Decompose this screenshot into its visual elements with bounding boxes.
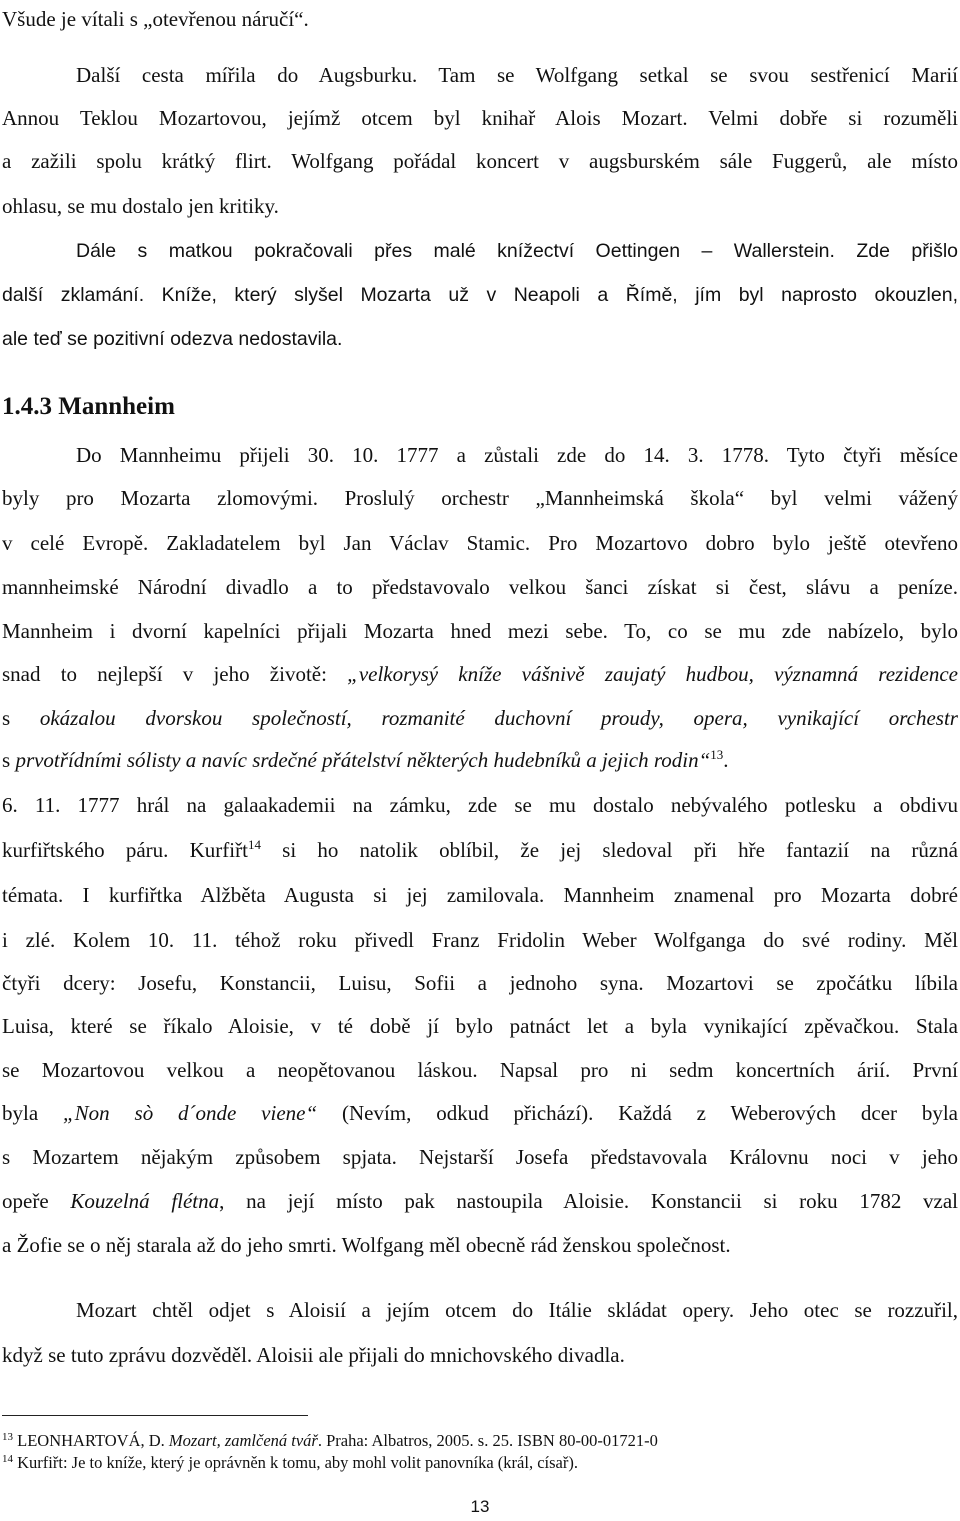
paragraph-line: další zklamání. Kníže, který slyšel Mozarta už v Neapoli a Římě, jím byl naprosto okouzlen, — [2, 284, 958, 306]
paragraph-line: a zažili spolu krátký flirt. Wolfgang pořádal koncert v augsburském sále Fuggerů, ale místo — [2, 149, 958, 173]
paragraph-line: Všude je vítali s „otevřenou náručí“. — [2, 7, 309, 31]
paragraph-line: Annou Teklou Mozartovou, jejímž otcem byl knihař Alois Mozart. Velmi dobře si rozuměli — [2, 106, 958, 130]
line-text: opeře — [2, 1189, 71, 1213]
footnote-ref-14[interactable]: 14 — [247, 837, 261, 852]
line-text: si ho natolik oblíbil, že jej sledoval při hře fantazií na různá — [260, 838, 958, 862]
footnote-number: 13 — [2, 1431, 13, 1443]
paragraph-line: se Mozartovou velkou a neopětovanou láskou. Napsal pro ni sedm koncertních árií. První — [2, 1058, 958, 1082]
paragraph-line: Další cesta mířila do Augsburku. Tam se Wolfgang setkal se svou sestřenicí Marií — [76, 63, 958, 87]
paragraph-line: témata. I kurfiřtka Alžběta Augusta si jej zamilovala. Mannheim znamenal pro Mozarta dobré — [2, 883, 958, 907]
paragraph-line — [2, 745, 958, 775]
footnote-14 — [2, 1453, 578, 1473]
footnote-separator — [2, 1415, 308, 1416]
line-text: s — [2, 706, 40, 730]
paragraph-line: v celé Evropě. Zakladatelem byl Jan Václav Stamic. Pro Mozartovo dobro bylo ještě otevřeno — [2, 531, 958, 555]
line-text: snad to nejlepší v jeho životě: — [2, 662, 348, 686]
page-number: 13 — [470, 1497, 490, 1516]
section-heading: 1.4.3 Mannheim — [2, 393, 175, 420]
line-text: (Nevím, odkud přichází). Každá z Weberových dcer byla — [317, 1101, 958, 1125]
paragraph-line: Do Mannheimu přijeli 30. 10. 1777 a zůstali zde do 14. 3. 1778. Tyto čtyři měsíce — [76, 443, 958, 467]
footnote-text: Kurfiřt: Je to kníže, který je oprávněn k tomu, aby mohl volit panovníka (král, císař). — [13, 1453, 578, 1472]
paragraph-line: Mannheim i dvorní kapelníci přijali Mozarta hned mezi sebe. To, co se mu zde nabízelo, bylo — [2, 619, 958, 643]
paragraph-line: s Mozartem nějakým způsobem spjata. Nejstarší Josefa představovala Královnu noci v jeho — [2, 1145, 958, 1169]
paragraph-line: i zlé. Kolem 10. 11. téhož roku přivedl Franz Fridolin Weber Wolfganga do své rodiny. Měl — [2, 928, 958, 952]
paragraph-line: ohlasu, se mu dostalo jen kritiky. — [2, 194, 279, 218]
paragraph-line: Luisa, které se říkalo Aloisie, v té době jí bylo patnáct let a byla vynikající zpěvačkou. Stala — [2, 1014, 958, 1038]
footnote-ref-13[interactable]: 13 — [710, 747, 724, 762]
paragraph-line: ale teď se pozitivní odezva nedostavila. — [2, 328, 343, 350]
line-text: byla — [2, 1101, 63, 1125]
paragraph-line: Mozart chtěl odjet s Aloisií a jejím otcem do Itálie skládat opery. Jeho otec se rozzuřil, — [76, 1298, 958, 1322]
quote-text: prvotřídními sólisty a navíc srdečné přátelství některých hudebníků a jejich rodin“ — [15, 748, 711, 772]
line-text: , na její místo pak nastoupila Aloisie. Konstancii si roku 1782 vzal — [219, 1189, 958, 1213]
aria-title: „Non sò d´onde viene“ — [63, 1101, 318, 1125]
footnote-number: 14 — [2, 1453, 13, 1465]
book-title: Mozart, zamlčená tvář — [168, 1431, 318, 1450]
opera-title: Kouzelná flétna — [70, 1189, 220, 1213]
paragraph-line: a Žofie se o něj starala až do jeho smrti. Wolfgang měl obecně rád ženskou společnost. — [2, 1233, 731, 1257]
paragraph-line — [2, 1186, 958, 1216]
line-text: kurfiřtského páru. Kurfiřt — [2, 838, 248, 862]
paragraph-line: 6. 11. 1777 hrál na galaakademii na zámku, zde se mu dostalo nebývalého potlesku a obdivu — [2, 793, 958, 817]
quote-text: okázalou dvorskou společností, rozmanité duchovní proudy, opera, vynikající orchestr — [39, 706, 958, 730]
footnote-13 — [2, 1431, 658, 1451]
paragraph-line: Dále s matkou pokračovali přes malé knížectví Oettingen – Wallerstein. Zde přišlo — [76, 240, 958, 262]
quote-text: „velkorysý kníže vášnivě zaujatý hudbou, významná rezidence — [347, 662, 958, 686]
line-text: . — [723, 748, 729, 772]
paragraph-line: čtyři dcery: Josefu, Konstancii, Luisu, Sofii a jednoho syna. Mozartovi se zpočátku líbila — [2, 971, 958, 995]
paragraph-line — [2, 835, 958, 865]
paragraph-line: byly pro Mozarta zlomovými. Proslulý orchestr „Mannheimská škola“ byl velmi vážený — [2, 486, 958, 510]
paragraph-line — [2, 1098, 958, 1128]
paragraph-line — [2, 659, 958, 689]
footnote-text: . Praha: Albatros, 2005. s. 25. ISBN 80-00-01721-0 — [317, 1431, 658, 1450]
paragraph-line: mannheimské Národní divadlo a to představovalo velkou šanci získat si čest, slávu a peníze. — [2, 575, 958, 599]
footnote-text: LEONHARTOVÁ, D. — [13, 1431, 169, 1450]
paragraph-line: když se tuto zprávu dozvěděl. Aloisii ale přijali do mnichovského divadla. — [2, 1343, 625, 1367]
line-text: s — [2, 748, 16, 772]
paragraph-line — [2, 703, 958, 733]
